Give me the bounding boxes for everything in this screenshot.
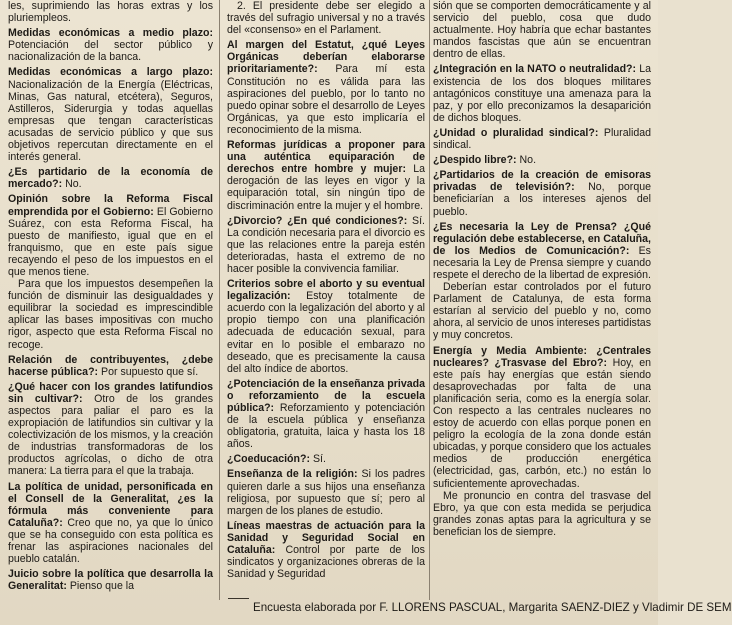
question: ¿Despido libre?: (433, 154, 517, 167)
answer: Estoy totalmente de acuerdo con la legalización del aborto y al propio tiempo con una planificación adecuada de educación sexual, para evitar en lo posible el embarazo no deseado, que es precisamente la causa del alto índice de abortos. (227, 290, 425, 375)
byline (253, 601, 732, 614)
question: ¿Qué hacer con los grandes latifundios sin cultivar?: (8, 380, 213, 405)
answer: La existencia de los dos bloques militares antagónicos constituye una amenaza para la paz, y por ello preconizamos la desaparición de dichos bloques. (433, 63, 651, 124)
byline-authors: F. LLORENS PASCUAL, Margarita SAENZ-DIEZ y Vladimir DE SEM (379, 601, 732, 614)
question-answer (433, 63, 651, 123)
continued-text: les, suprimiendo las horas extras y los pluriempleos. (8, 0, 213, 25)
question: Medidas económicas a largo plazo: (8, 66, 213, 79)
question: Reformas jurídicas a proponer para una auténtica equiparación de derechos entre hombre y mujer: (227, 139, 425, 176)
answer: La derogación de las leyes en vigor y la equiparación total, sin ningún tipo de discriminación entre la mujer y el hombre. (227, 163, 425, 212)
question: ¿Unidad o pluralidad sindical?: (433, 126, 599, 139)
answer: Por supuesto que sí. (101, 365, 199, 378)
paragraph: Para que los impuestos desempeñen la función de disminuir las desigualdades y equilibrar la sociedad es imprescindible aplicar las bases impositivas con mucho rigor, aspecto que esta Reforma Fiscal no recoge. (8, 278, 213, 351)
question: ¿Es partidario de la economía de mercado?: (8, 166, 213, 191)
answer: Hoy, en este país hay energías que están siendo desaprovechadas por falta de una planificación seria, como es la energía solar. Con respecto a las centrales nucleares no estoy de acuerdo con ellas porque ponen en peligro la ecología de la zona donde están ubicadas, y porque considero que los actuales medios de producción energética (electricidad, gas, carbón, etc.) no están lo suficientemente aprovechadas. (433, 356, 651, 490)
answer: Para mí esta Constitución no es válida para las aspiraciones del pueblo, por lo tanto no puedo opinar sobre el desarrollo de Leyes Orgánicas, ya que esto implicaría el reconocimiento de la misma. (227, 63, 425, 136)
question-answer (8, 66, 213, 163)
question-answer (8, 193, 213, 278)
question: Relación de contribuyentes, ¿debe hacerse pública?: (8, 353, 213, 378)
question-answer (8, 481, 213, 566)
question-answer (433, 345, 651, 490)
question-answer (227, 39, 425, 136)
column-3 (433, 0, 651, 538)
question: Enseñanza de la religión: (227, 468, 358, 481)
column-divider (219, 0, 220, 600)
question: Al margen del Estatut, ¿qué Leyes Orgánicas deberían elaborarse prioritariamente?: (227, 39, 425, 76)
answer: Es necesaria la Ley de Prensa siempre y cuando respete el derecho de la libertad de expresión. (433, 244, 651, 281)
question-answer (8, 381, 213, 478)
question-answer (8, 166, 213, 190)
question-answer (433, 221, 651, 281)
answer: Nacionalización de la Energía (Eléctricas, Minas, Gas natural, etcétera), Seguros, Astilleros, Siderurgia y todas aquellas empresas que tengan características acusadas de servicio público y que sus objetivos repercutan directamente en el interés general. (8, 78, 213, 164)
answer: Pluralidad sindical. (433, 126, 651, 152)
question-answer (433, 127, 651, 151)
question-answer (227, 520, 425, 580)
question: ¿Potenciación de la enseñanza privada o reforzamiento de la escuela pública?: (227, 377, 425, 414)
answer: El Gobierno Suárez, con esta Reforma Fiscal, ha puesto de manifiesto, igual que en el franquismo, que en este país sigue recayendo el peso de los impuestos en el que menos tiene. (8, 205, 213, 278)
question: ¿Partidarios de la creación de emisoras privadas de televisión?: (433, 169, 651, 194)
question-answer (227, 278, 425, 375)
answer: Reforzamiento y potenciación de la escuela pública y enseñanza obligatoria, gratuita, laica y hasta los 18 años. (227, 402, 425, 451)
question: ¿Integración en la NATO o neutralidad?: (433, 63, 637, 76)
column-divider (429, 0, 430, 600)
question-answer (227, 378, 425, 451)
question-answer (8, 568, 213, 592)
continued-text: sión que se comporten democráticamente y al servicio del pueblo, cosa que dudo actualmente. Hoy habría que echar bastantes mandos fascistas que aún se encuentran dentro de ellas. (433, 0, 651, 61)
question: ¿Es necesaria la Ley de Prensa? ¿Qué regulación debe establecerse, en Cataluña, de los Medios de Comunicación?: (433, 220, 651, 257)
question: ¿Divorcio? ¿En qué condiciones?: (227, 214, 408, 227)
answer: No. (65, 178, 82, 191)
question: Opinión sobre la Reforma Fiscal emprendida por el Gobierno: (8, 193, 213, 218)
question: Criterios sobre el aborto y su eventual legalización: (227, 278, 425, 303)
question-answer (8, 27, 213, 63)
answer: Pienso que la (69, 580, 135, 593)
question-answer (433, 169, 651, 217)
answer: Sí. (312, 453, 326, 466)
question-answer (433, 154, 651, 166)
answer: Si los padres quieren darle a sus hijos una enseñanza religiosa, por supuesto que sí; pero al margen de los planes de estudio. (227, 468, 426, 517)
column-2 (227, 0, 425, 580)
question: Medidas económicas a medio plazo: (8, 27, 213, 40)
answer: Otro de los grandes aspectos para paliar el paro es la expropiación de latifundios sin cultivar y la colectivización de los mismos, y la creación de industrias transformadoras de los productos agrícolas, o dicho de otra manera: La tierra para el que la trabaja. (8, 392, 213, 478)
question-answer (227, 215, 425, 275)
answer: No, porque beneficiarían a los intereses ajenos del pueblo. (433, 181, 651, 218)
question-answer (227, 453, 425, 465)
question-answer (227, 139, 425, 212)
paragraph: Deberían estar controlados por el futuro Parlament de Catalunya, de esta forma estarían al servicio del pueblo y no, como ahora, al servicio de unos intereses partidistas y muy concretos. (433, 281, 651, 342)
byline-lead: Encuesta elaborada por (253, 601, 377, 614)
footer-rule (228, 598, 249, 599)
answer: Creo que no, ya que lo único que se ha conseguido con esta política es frenar las aspiraciones nacionales del pueblo catalán. (8, 516, 213, 566)
answer: No. (519, 154, 537, 167)
question: Energía y Media Ambiente: ¿Centrales nucleares? ¿Trasvase del Ebro?: (433, 344, 651, 369)
question-answer (227, 468, 425, 516)
column-1 (8, 0, 213, 592)
question-answer (8, 354, 213, 378)
paragraph: Me pronuncio en contra del trasvase del Ebro, ya que con esta medida se perjudica grandes zonas aptas para la agricultura y se benefician los de siempre. (433, 489, 651, 538)
answer: Sí. La condición necesaria para el divorcio es que las relaciones entre la pareja estén deterioradas, hasta el extremo de no hacer posible la convivencia familiar. (227, 214, 425, 275)
answer: Potenciación del sector público y nacionalización de la banca. (8, 39, 213, 64)
question: Juicio sobre la política que desarrolla la Generalitat: (8, 568, 213, 593)
answer: Control por parte de los sindicatos y organizaciones obreras de la Sanidad y Seguridad (227, 544, 425, 581)
question: ¿Coeducación?: (227, 453, 310, 466)
paragraph: 2. El presidente debe ser elegido a través del sufragio universal y no a través del «consenso» en el Parlament. (227, 0, 425, 37)
question: Líneas maestras de actuación para la Sanidad y Seguridad Social en Cataluña: (227, 519, 425, 557)
question: La política de unidad, personificada en el Consell de la Generalitat, ¿es la fórmula más conveniente para Cataluña?: (8, 480, 213, 529)
